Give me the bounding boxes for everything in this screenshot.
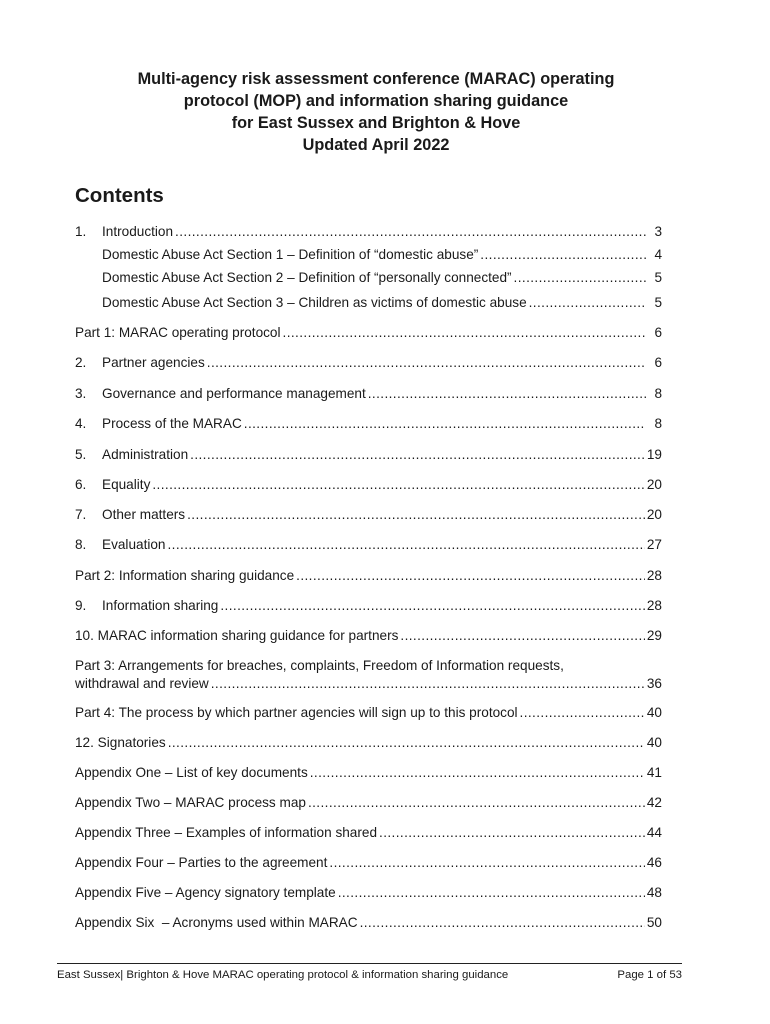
- toc-dot-leader: [480, 245, 646, 265]
- toc-entry-text: Evaluation: [102, 537, 166, 552]
- toc-entry-page: 6: [654, 355, 662, 370]
- toc-dot-leader: [190, 445, 645, 465]
- toc-dot-leader: [379, 823, 645, 843]
- document-title: [75, 68, 677, 156]
- toc-dot-leader: [175, 222, 646, 242]
- title-line-3: for East Sussex and Brighton & Hove: [231, 114, 521, 132]
- toc-entry-information-sharing[interactable]: [75, 596, 662, 616]
- title-line-4: Updated April 2022: [302, 136, 450, 154]
- toc-entry-text: withdrawal and review: [75, 676, 209, 691]
- toc-entry-number: 1.: [75, 224, 87, 239]
- title-line-2: protocol (MOP) and information sharing guidance: [183, 92, 569, 110]
- toc-dot-leader: [310, 763, 645, 783]
- toc-entry-equality[interactable]: [75, 475, 662, 495]
- toc-dot-leader: [338, 883, 645, 903]
- toc-entry-number: 5.: [75, 447, 87, 462]
- toc-entry-text: Information sharing: [102, 598, 219, 613]
- toc-entry-page: 5: [654, 270, 662, 285]
- toc-entry-page: 41: [646, 765, 662, 780]
- toc-entry-page: 29: [646, 628, 662, 643]
- toc-dot-leader: [187, 505, 645, 525]
- toc-entry-text: Appendix Six – Acronyms used within MARAC: [75, 915, 358, 930]
- toc-entry-appendix-three[interactable]: [75, 823, 662, 843]
- toc-entry-text: Domestic Abuse Act Section 2 – Definition of “personally connected”: [102, 270, 512, 285]
- toc-entry-appendix-six[interactable]: [75, 913, 662, 933]
- footer-divider: [57, 963, 682, 964]
- toc-dot-leader: [283, 323, 646, 343]
- toc-entry-part-2[interactable]: [75, 566, 662, 586]
- toc-entry-page: 4: [654, 247, 662, 262]
- toc-dot-leader: [296, 566, 645, 586]
- toc-entry-text: Other matters: [102, 507, 186, 522]
- toc-dot-leader: [400, 626, 644, 646]
- title-line-1: Multi-agency risk assessment conference (MARAC) operating: [137, 70, 615, 88]
- contents-heading: Contents: [75, 184, 164, 207]
- toc-entry-part-3[interactable]: [75, 674, 662, 694]
- toc-entry-number: 7.: [75, 507, 87, 522]
- toc-dot-leader: [167, 535, 644, 555]
- toc-entry-text: Introduction: [102, 224, 174, 239]
- toc-entry-signatories[interactable]: [75, 733, 662, 753]
- toc-entry-number: 4.: [75, 416, 87, 431]
- toc-entry-sharing-guidance[interactable]: [75, 626, 662, 646]
- toc-entry-page: 44: [646, 825, 662, 840]
- footer-document-name: East Sussex| Brighton & Hove MARAC operating protocol & information sharing guidance: [57, 969, 509, 981]
- toc-entry-number: 9.: [75, 598, 87, 613]
- toc-entry-text: Partner agencies: [102, 355, 205, 370]
- toc-entry-text: Administration: [102, 447, 189, 462]
- toc-entry-page: 5: [654, 295, 662, 310]
- toc-entry-page: 50: [646, 915, 662, 930]
- toc-dot-leader: [308, 793, 645, 813]
- toc-entry-governance[interactable]: [75, 384, 662, 404]
- toc-entry-text: Part 2: Information sharing guidance: [75, 568, 295, 583]
- toc-entry-page: 28: [646, 598, 662, 613]
- toc-entry-page: 27: [646, 537, 662, 552]
- toc-entry-number: 2.: [75, 355, 87, 370]
- toc-entry-text: Appendix Five – Agency signatory template: [75, 885, 336, 900]
- toc-dot-leader: [207, 353, 646, 373]
- toc-entry-text: Equality: [102, 477, 151, 492]
- toc-entry-number: 6.: [75, 477, 87, 492]
- toc-entry-text: Appendix One – List of key documents: [75, 765, 308, 780]
- toc-entry-page: 20: [646, 507, 662, 522]
- toc-dot-leader: [211, 674, 645, 694]
- toc-entry-text: Process of the MARAC: [102, 416, 242, 431]
- toc-entry-page: 48: [646, 885, 662, 900]
- toc-entry-text: Appendix Three – Examples of information shared: [75, 825, 378, 840]
- toc-entry-appendix-four[interactable]: [75, 853, 662, 873]
- toc-entry-da-section-3[interactable]: [75, 293, 662, 313]
- toc-entry-page: 36: [646, 676, 662, 691]
- toc-entry-page: 28: [646, 568, 662, 583]
- toc-entry-evaluation[interactable]: [75, 535, 662, 555]
- toc-entry-part-3-line-1[interactable]: Part 3: Arrangements for breaches, complaints, Freedom of Information requests,: [75, 658, 564, 673]
- toc-dot-leader: [529, 293, 646, 313]
- toc-entry-appendix-five[interactable]: [75, 883, 662, 903]
- toc-entry-partner-agencies[interactable]: [75, 353, 662, 373]
- toc-entry-number: 3.: [75, 386, 87, 401]
- toc-dot-leader: [244, 414, 646, 434]
- toc-entry-text: Part 1: MARAC operating protocol: [75, 325, 281, 340]
- toc-entry-administration[interactable]: [75, 445, 662, 465]
- toc-dot-leader: [329, 853, 644, 873]
- toc-entry-page: 46: [646, 855, 662, 870]
- toc-dot-leader: [368, 384, 646, 404]
- toc-entry-text: 10. MARAC information sharing guidance for partners: [75, 628, 399, 643]
- toc-entry-page: 40: [646, 705, 662, 720]
- toc-entry-page: 3: [654, 224, 662, 239]
- toc-entry-page: 40: [646, 735, 662, 750]
- toc-entry-page: 19: [646, 447, 662, 462]
- toc-entry-appendix-one[interactable]: [75, 763, 662, 783]
- footer-page-number: Page 1 of 53: [617, 969, 682, 981]
- toc-entry-da-section-1[interactable]: [75, 245, 662, 265]
- toc-entry-page: 6: [654, 325, 662, 340]
- toc-dot-leader: [220, 596, 645, 616]
- toc-entry-page: 42: [646, 795, 662, 810]
- toc-dot-leader: [360, 913, 645, 933]
- toc-entry-introduction[interactable]: [75, 222, 662, 242]
- toc-entry-page: 8: [654, 386, 662, 401]
- toc-entry-text: Domestic Abuse Act Section 1 – Definition of “domestic abuse”: [102, 247, 479, 262]
- toc-entry-text: Governance and performance management: [102, 386, 366, 401]
- toc-dot-leader: [520, 703, 645, 723]
- toc-dot-leader: [514, 268, 646, 288]
- toc-entry-part-1[interactable]: [75, 323, 662, 343]
- toc-entry-text: Appendix Four – Parties to the agreement: [75, 855, 328, 870]
- toc-entry-text: Domestic Abuse Act Section 3 – Children as victims of domestic abuse: [102, 295, 527, 310]
- toc-entry-page: 8: [654, 416, 662, 431]
- toc-entry-other-matters[interactable]: [75, 505, 662, 525]
- toc-entry-page: 20: [646, 477, 662, 492]
- toc-entry-text: 12. Signatories: [75, 735, 166, 750]
- toc-entry-appendix-two[interactable]: [75, 793, 662, 813]
- toc-dot-leader: [168, 733, 645, 753]
- toc-entry-number: 8.: [75, 537, 87, 552]
- toc-entry-da-section-2[interactable]: [75, 268, 662, 288]
- toc-entry-text: Part 4: The process by which partner agencies will sign up to this protocol: [75, 705, 518, 720]
- toc-dot-leader: [152, 475, 645, 495]
- toc-entry-part-4[interactable]: [75, 703, 662, 723]
- toc-entry-process[interactable]: [75, 414, 662, 434]
- toc-entry-text: Appendix Two – MARAC process map: [75, 795, 306, 810]
